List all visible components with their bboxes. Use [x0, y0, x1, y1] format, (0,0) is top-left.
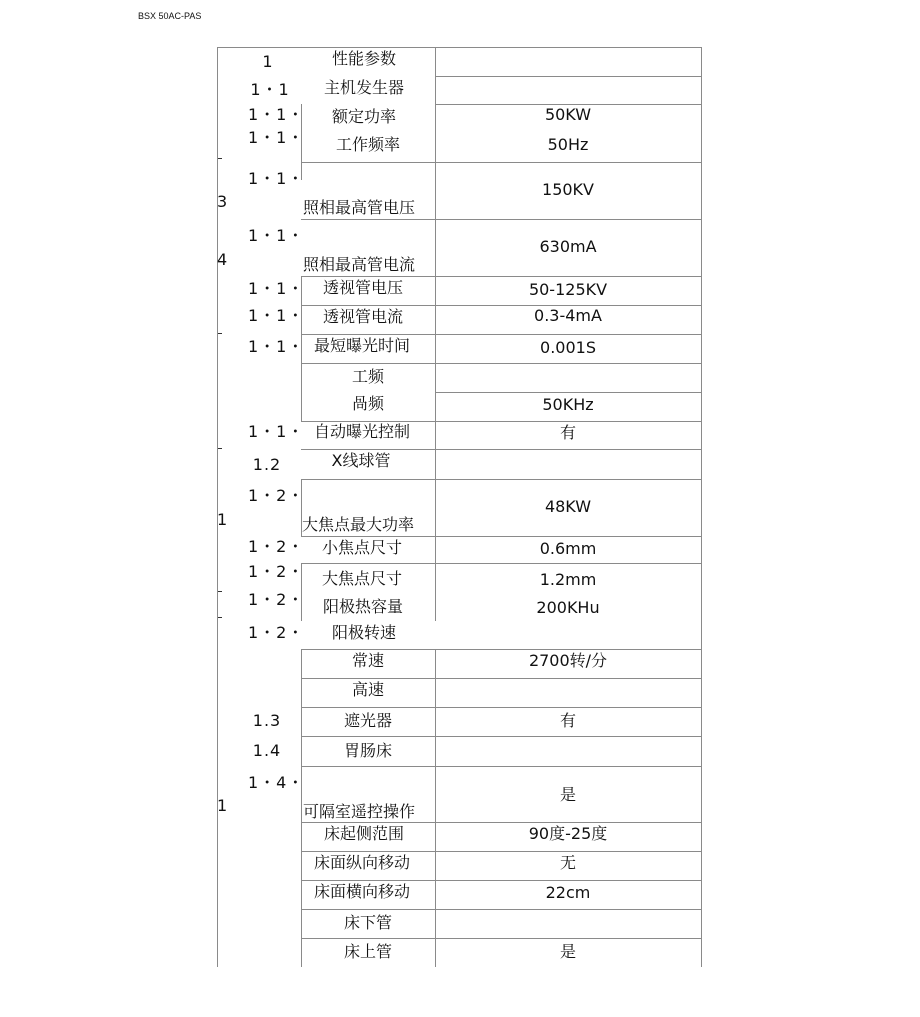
clipped-mark [218, 158, 222, 159]
value-column-divider [435, 649, 436, 967]
overflow-digit: 3 [217, 192, 229, 211]
param-value: 50KW [544, 105, 592, 124]
clipped-mark [218, 448, 222, 449]
overflow-digit: 1 [217, 510, 229, 529]
param-label: 性能参数 [331, 49, 397, 68]
param-value: 2700转/分 [528, 651, 608, 670]
param-label: 工作频率 [335, 135, 401, 154]
param-label: 咼频 [351, 394, 385, 413]
section-number: 1・1・ [248, 306, 305, 325]
row-rule [301, 162, 702, 163]
param-label: 工频 [351, 367, 385, 386]
section-number: 1・1 [250, 80, 290, 99]
param-label: 主机发生器 [323, 78, 405, 97]
row-rule [301, 276, 702, 277]
param-label: 小焦点尺寸 [321, 538, 403, 557]
param-value: 50KHz [542, 395, 594, 414]
row-rule [301, 363, 702, 364]
section-number: 1・1・ [248, 337, 305, 356]
param-label: 大焦点最大功率 [302, 515, 415, 534]
param-label: 遮光器 [343, 711, 393, 730]
param-value: 1.2mm [539, 570, 597, 589]
row-rule [301, 880, 702, 881]
param-label: 透视管电流 [322, 307, 404, 326]
param-label: 自动曝光控制 [313, 422, 411, 441]
row-rule [301, 851, 702, 852]
row-rule [435, 76, 702, 77]
section-number: 1・1・ [248, 105, 305, 124]
param-label: 照相最高管电流 [303, 255, 416, 274]
section-number: 1・4・ [248, 773, 305, 792]
param-column-divider [301, 649, 302, 967]
overflow-digit: 4 [217, 250, 229, 269]
row-rule [301, 822, 702, 823]
param-value: 无 [559, 853, 577, 872]
param-value: 630mA [539, 237, 597, 256]
row-rule [301, 219, 702, 220]
section-number: 1.3 [252, 711, 282, 730]
section-number: 1・2・ [248, 562, 305, 581]
param-column-divider [301, 363, 302, 421]
section-number: 1・1・ [248, 422, 305, 441]
param-label: 阳极热容量 [322, 597, 404, 616]
row-rule [301, 563, 702, 564]
param-value: 150KV [542, 180, 594, 199]
row-rule [301, 909, 702, 910]
param-label: 阳极转速 [331, 623, 397, 642]
row-rule [301, 766, 702, 767]
row-rule [301, 678, 702, 679]
param-label: 透视管电压 [322, 278, 404, 297]
row-rule [301, 649, 702, 650]
section-number: 1・2・ [248, 486, 305, 505]
clipped-mark [218, 333, 222, 334]
row-rule [301, 736, 702, 737]
section-number: 1・2・ [248, 537, 305, 556]
param-label: 床下管 [343, 913, 393, 932]
section-number: 1・2・ [248, 590, 305, 609]
param-value: 0.001S [540, 338, 596, 357]
param-value: 有 [559, 423, 577, 442]
overflow-digit: 1 [217, 796, 229, 815]
row-rule [301, 305, 702, 306]
section-number: 1・1・ [248, 226, 305, 245]
clipped-mark [218, 617, 222, 618]
row-rule [301, 707, 702, 708]
param-value: 是 [559, 785, 577, 804]
section-number: 1・1・ [248, 128, 305, 147]
param-label: 床上管 [343, 942, 393, 961]
param-label: 大焦点尺寸 [321, 569, 403, 588]
param-label: 照相最高管电压 [303, 198, 416, 217]
row-rule [301, 536, 702, 537]
param-label: 最短曝光时间 [313, 336, 411, 355]
row-rule [435, 392, 702, 393]
param-label: 常速 [351, 651, 385, 670]
param-value: 22cm [545, 883, 591, 902]
section-number: 1.4 [252, 741, 282, 760]
param-label: 可隔室遥控操作 [303, 802, 416, 821]
row-rule [301, 449, 702, 450]
param-value: 90度-25度 [528, 824, 608, 843]
param-label: 床起侧范围 [323, 824, 405, 843]
param-value: 48KW [544, 497, 592, 516]
param-label: 床面横向移动 [313, 882, 411, 901]
param-value: 有 [559, 711, 577, 730]
document-header: BSX 50AC-PAS [138, 11, 202, 21]
section-number: 1・2・ [248, 623, 305, 642]
param-label: 胃肠床 [343, 741, 393, 760]
param-label: X线球管 [331, 451, 391, 470]
param-value: 0.3-4mA [534, 306, 602, 325]
param-value: 是 [559, 942, 577, 961]
row-rule [301, 938, 702, 939]
row-rule [217, 47, 702, 48]
section-number: 1・1・ [248, 279, 305, 298]
param-label: 床面纵向移动 [313, 853, 411, 872]
section-number: 1.2 [252, 455, 282, 474]
row-rule [301, 479, 702, 480]
param-label: 高速 [351, 680, 385, 699]
row-rule [301, 334, 702, 335]
param-value: 200KHu [536, 598, 600, 617]
param-value: 50-125KV [528, 280, 608, 299]
table-border-left [217, 47, 218, 967]
table-border-right [701, 47, 702, 967]
section-number: 1・1・ [248, 169, 305, 188]
clipped-mark [218, 591, 222, 592]
param-value: 0.6mm [539, 539, 597, 558]
param-label: 额定功率 [331, 107, 397, 126]
section-number: 1 [262, 52, 274, 71]
param-value: 50Hz [547, 135, 589, 154]
